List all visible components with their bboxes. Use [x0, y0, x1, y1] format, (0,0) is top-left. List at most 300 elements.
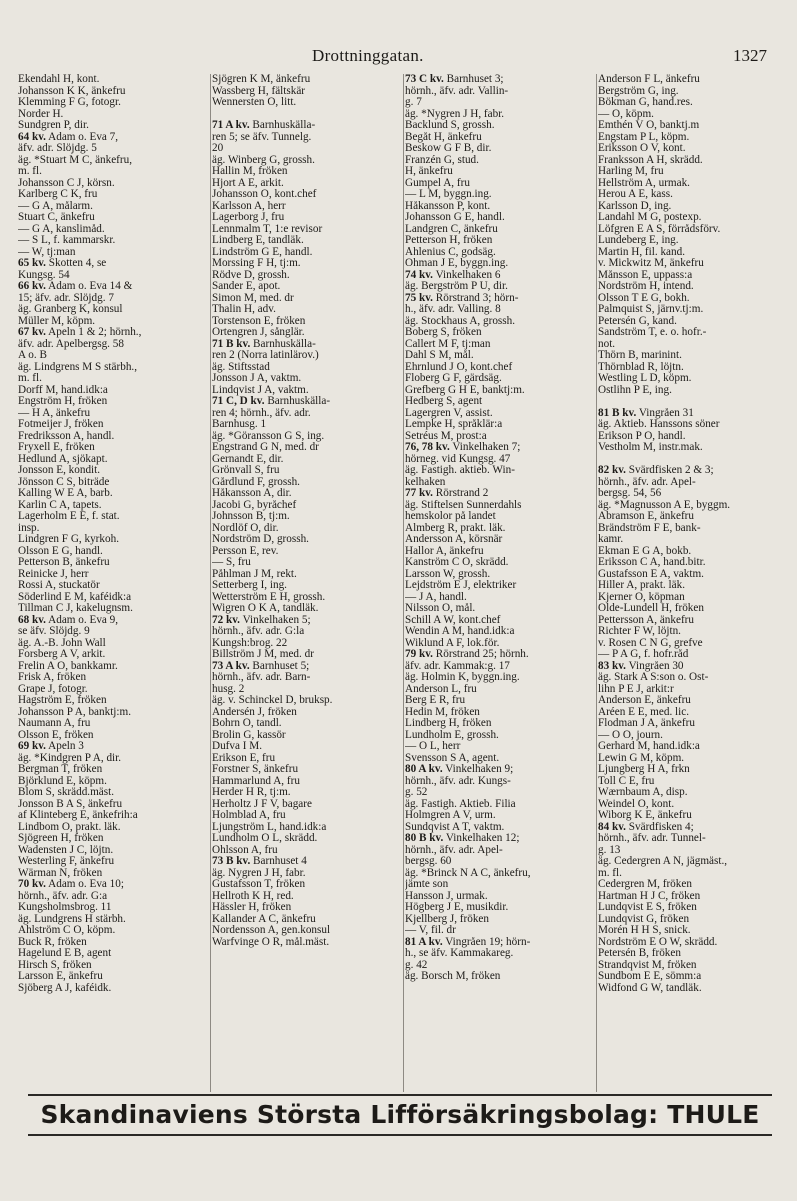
directory-entry: Lejdström E J, elektriker [405, 580, 517, 591]
directory-entry: 65 kv. Skotten 4, se [18, 258, 107, 269]
directory-entry: Wadensten J C, löjtn. [18, 844, 114, 856]
directory-entry: äg. A.-B. John Wall [18, 637, 106, 649]
directory-entry: Sjögren K M, änkefru [212, 74, 311, 85]
ad-border-bottom [28, 1134, 772, 1136]
directory-entry: 20 [212, 143, 224, 154]
directory-entry: Gårdlund F, grossh. [212, 476, 300, 488]
directory-entry: Billström J M, med. dr [212, 649, 314, 660]
directory-entry: Olsson T E G, bokh. [598, 292, 690, 304]
directory-entry: 74 kv. Vinkelhaken 6 [405, 269, 501, 281]
directory-entry: Brändström F E, bank- [598, 522, 701, 534]
directory-entry: Sjöberg A J, kaféidk. [18, 982, 112, 994]
directory-entry: Ekman E G A, bokb. [598, 545, 692, 557]
directory-entry: hörneg. vid Kungsg. 47 [405, 453, 511, 465]
directory-entry: Wigren O K A, tandläk. [212, 603, 319, 614]
directory-entry: Lagerborg J, fru [212, 212, 285, 223]
directory-entry: Dufva I M. [212, 741, 263, 752]
directory-entry: Olsson E G, handl. [18, 545, 103, 557]
directory-entry: Karlsson D, ing. [598, 200, 672, 212]
directory-entry: Hansson J, urmak. [405, 890, 488, 902]
directory-entry: — G A, målarm. [18, 200, 93, 212]
directory-entry: Jonsson J A, vaktm. [212, 373, 302, 384]
directory-entry: Anderson F L, änkefru [598, 74, 700, 85]
page-header [0, 46, 797, 68]
directory-entry: 71 C, D kv. Barnhuskälla- [212, 396, 331, 407]
directory-entry: äg. Fastigh. aktieb. Win- [405, 465, 515, 476]
directory-entry: Reinicke J, herr [18, 568, 89, 580]
directory-entry: Lundqvist E S, fröken [598, 902, 697, 913]
directory-entry: 80 A kv. Vinkelhaken 9; [405, 764, 514, 775]
directory-entry: not. [598, 338, 616, 350]
directory-entry: Fredriksson A, handl. [18, 430, 115, 442]
directory-entry: äg. Stockhaus A, grossh. [405, 315, 516, 327]
directory-entry: Dorff M, hand.idk:a [18, 384, 108, 396]
directory-entry: Emthén V O, banktj.m [598, 120, 700, 131]
directory-entry: 72 kv. Vinkelhaken 5; [212, 614, 311, 626]
street-title: Drottninggatan. [312, 46, 424, 65]
directory-entry: Söderlind E M, kaféidk:a [18, 591, 132, 603]
directory-entry: 73 C kv. Barnhuset 3; [405, 74, 504, 85]
directory-entry: Lundqvist G, fröken [598, 913, 690, 925]
directory-entry: Sundbom E E, sömm:a [598, 971, 702, 982]
directory-entry: Holmblad A, fru [212, 810, 286, 821]
directory-entry: Hiller A, prakt. läk. [598, 580, 685, 591]
directory-entry: Ehrnlund J O, kont.chef [405, 361, 513, 373]
directory-entry: äg. Granberg K, konsul [18, 304, 123, 315]
directory-entry: Warfvinge O R, mål.mäst. [212, 936, 330, 948]
directory-entry: — O L, herr [405, 741, 461, 752]
directory-entry: Vestholm M, instr.mak. [598, 442, 703, 453]
directory-entry: 84 kv. Svärdfisken 4; [598, 821, 694, 833]
directory-column-4 [598, 74, 794, 1098]
directory-entry: kelhaken [405, 476, 446, 488]
directory-entry: Olde-Lundell H, fröken [598, 603, 704, 614]
directory-entry: Gerhard M, hand.idk:a [598, 741, 700, 752]
directory-entry: Franzén G, stud. [405, 154, 479, 166]
directory-entry: Nordström E O W, skrädd. [598, 936, 718, 948]
directory-entry: — P A G, f. hofr.råd [598, 649, 689, 660]
directory-entry: Löfgren E A S, förrådsförv. [598, 223, 721, 235]
directory-entry: 81 A kv. Vingråen 19; hörn- [405, 936, 531, 948]
column-divider [403, 74, 404, 1092]
directory-entry: Larsson E, änkefru [18, 971, 103, 982]
directory-entry: Herou A E, kass. [598, 189, 673, 200]
directory-entry: A o. B [18, 350, 47, 361]
directory-column-2 [212, 74, 402, 1098]
directory-entry: Richter F W, löjtn. [598, 626, 681, 637]
directory-entry: Johansson P A, banktj:m. [18, 706, 132, 718]
directory-entry: Anderson L, fru [405, 683, 477, 695]
directory-entry: Hedlund A, sjökapt. [18, 453, 108, 465]
directory-entry: g. 52 [405, 787, 428, 798]
directory-entry: 70 kv. Adam o. Eva 10; [18, 879, 124, 890]
directory-entry: hörnh., äfv. adr. Vallin- [405, 85, 509, 97]
directory-entry: g. 42 [405, 959, 428, 971]
directory-entry: 68 kv. Adam o. Eva 9, [18, 614, 119, 626]
directory-entry: h., äfv. adr. Valling. 8 [405, 304, 501, 315]
directory-entry: Morssing F H, tj:m. [212, 258, 301, 269]
directory-entry: Kjerner O, köpman [598, 591, 685, 603]
directory-entry: Andersén J, fröken [212, 706, 297, 718]
directory-entry: Åhlenius C, godsäg. [405, 246, 496, 258]
directory-entry: Johansson C J, körsn. [18, 177, 115, 189]
directory-entry: Eriksson C A, hand.bitr. [598, 557, 706, 568]
directory-entry: Rossi A, stuckatör [18, 580, 100, 591]
directory-entry: Ljungberg H A, frkn [598, 764, 690, 775]
directory-entry: Lindbom O, prakt. läk. [18, 821, 121, 833]
directory-entry: Pettersson A, änkefru [598, 614, 695, 626]
directory-entry: Wennersten O, litt. [212, 97, 297, 108]
directory-entry: 82 kv. Svärdfisken 2 & 3; [598, 465, 714, 476]
directory-entry: Örtengren J, sånglär. [212, 327, 305, 338]
directory-entry: Kjellberg J, fröken [405, 913, 489, 925]
directory-entry: — J A, handl. [405, 591, 467, 603]
directory-entry: Hartman H J C, fröken [598, 890, 701, 902]
directory-entry [598, 454, 794, 466]
directory-entry: bergsg. 54, 56 [598, 488, 662, 499]
directory-entry: Palmquist S, järnv.tj:m. [598, 304, 704, 315]
directory-entry: — L M, byggn.ing. [405, 189, 492, 200]
directory-entry [598, 396, 794, 408]
directory-entry: Westling L D, köpm. [598, 373, 692, 384]
directory-entry: äg. Bergström P U, dir. [405, 281, 508, 292]
directory-entry: Karlberg C K, fru [18, 189, 98, 200]
directory-entry: Olsson E, fröken [18, 729, 94, 741]
directory-entry: Brolin G, kassör [212, 729, 286, 741]
directory-entry: Martin H, fil. kand. [598, 246, 685, 258]
directory-entry: Andersson A, körsnär [405, 534, 503, 545]
directory-entry: — H A, änkefru [18, 407, 91, 419]
directory-entry: 80 B kv. Vinkelhaken 12; [405, 833, 520, 844]
directory-entry: Schill A W, kont.chef [405, 614, 501, 626]
directory-entry: Eriksson O V, kont. [598, 143, 686, 154]
directory-entry: Westerling F, änkefru [18, 856, 115, 867]
directory-entry: Holmgren A V, urm. [405, 810, 496, 821]
directory-entry: Grape J, fotogr. [18, 683, 88, 695]
directory-entry: — S L, f. kammarskr. [18, 235, 116, 246]
directory-entry: ren 4; hörnh., äfv. adr. [212, 407, 311, 419]
directory-entry: Hellroth K H, red. [212, 890, 294, 902]
directory-entry: äg. *Stuart M C, änkefru, [18, 154, 133, 166]
directory-entry: Jacobi G, byråchef [212, 499, 297, 511]
directory-entry: Jonsson B A S, änkefru [18, 798, 123, 810]
directory-entry: hörnh., äfv. adr. Barn- [212, 672, 311, 683]
directory-entry: Anderson E, änkefru [598, 695, 691, 706]
directory-entry: Strandqvist M, fröken [598, 959, 697, 971]
directory-entry: kamr. [598, 534, 624, 545]
directory-entry: Weindel O, kont. [598, 798, 675, 810]
directory-entry: Forsberg A V, arkit. [18, 649, 106, 660]
directory-entry: Gustafsson E A, vaktm. [598, 568, 704, 580]
directory-entry: Sundgren P, dir. [18, 120, 89, 131]
directory-entry: 73 B kv. Barnhuset 4 [212, 856, 307, 867]
directory-entry: Wärman N, fröken [18, 867, 103, 879]
directory-entry: Hedin M, fröken [405, 706, 480, 718]
directory-entry: Nilsson O, mål. [405, 603, 476, 614]
directory-entry: Svensson S A, agent. [405, 752, 500, 764]
directory-entry: Lagerholm E E, f. stat. [18, 511, 120, 522]
directory-entry: Karlin C A, tapets. [18, 499, 102, 511]
directory-entry: Thörnblad R, löjtn. [598, 361, 684, 373]
directory-entry: Toll C E, fru [598, 775, 655, 787]
directory-entry: Hammarlund A, fru [212, 775, 300, 787]
directory-entry: Nordström D, grossh. [212, 534, 309, 545]
directory-entry: äg. *Kindgren P A, dir. [18, 752, 122, 764]
directory-entry: Sjögreen H, fröken [18, 833, 104, 844]
directory-entry: äg. *Nygren J H, fabr. [405, 108, 505, 120]
directory-entry: Setterberg I, ing. [212, 580, 287, 591]
directory-entry: 75 kv. Rörstrand 3; hörn- [405, 292, 519, 304]
directory-entry: Landgren C, änkefru [405, 223, 498, 235]
directory-entry: Tillman C J, kakelugnsm. [18, 603, 133, 614]
directory-entry: Grönvall S, fru [212, 465, 280, 476]
directory-entry: Högberg J E, musikdir. [405, 902, 509, 913]
directory-entry: äg. Holmin K, byggn.ing. [405, 672, 520, 683]
directory-entry: Ljungström L, hand.idk:a [212, 821, 327, 833]
directory-entry: m. fl. [18, 166, 42, 177]
directory-entry: — W, tj:man [18, 246, 76, 258]
directory-entry: äg. *Göransson G S, ing. [212, 430, 325, 442]
column-divider [596, 74, 597, 1092]
directory-entry: Morén H H S, snick. [598, 925, 691, 936]
directory-entry: Sandström T, e. o. hofr.- [598, 327, 707, 338]
directory-entry: Hallor A, änkefru [405, 545, 484, 557]
directory-entry: Simon M, med. dr [212, 292, 294, 304]
directory-entry: äg. Stiftelsen Sunnerdahls [405, 499, 522, 511]
directory-entry: äg. Borsch M, fröken [405, 971, 501, 982]
directory-entry: hemskolor på landet [405, 511, 496, 522]
directory-entry: Lennmalm T, 1:e revisor [212, 223, 323, 235]
directory-entry: äg. Lundgrens H stärbh. [18, 913, 126, 925]
directory-entry: 77 kv. Rörstrand 2 [405, 488, 489, 499]
directory-entry: Cedergren M, fröken [598, 879, 692, 890]
directory-entry: Aréen E E, med. lic. [598, 706, 690, 718]
directory-entry: äg. Nygren J H, fabr. [212, 867, 306, 879]
directory-entry: Hirsch S, fröken [18, 959, 92, 971]
directory-entry: Engström H, fröken [18, 396, 108, 407]
directory-entry: Petersén G, kand. [598, 315, 677, 327]
directory-entry: Persson E, rev. [212, 545, 279, 557]
directory-entry: Påhlman J M, rekt. [212, 568, 297, 580]
directory-entry: Lindqvist J A, vaktm. [212, 384, 309, 396]
directory-entry: äg. *Brinck N A C, änkefru, [405, 867, 531, 879]
directory-entry: Dahl S M, mål. [405, 350, 474, 361]
directory-entry: 71 A kv. Barnhuskälla- [212, 120, 316, 131]
directory-entry: insp. [18, 522, 40, 534]
page-number: 1327 [733, 46, 767, 65]
directory-entry: 73 A kv. Barnhuset 5; [212, 660, 310, 672]
directory-entry: Karlsson A, herr [212, 200, 286, 212]
directory-entry: Johansson K K, änkefru [18, 85, 126, 97]
directory-entry: hörnh., äfv. adr. G:a [18, 890, 108, 902]
directory-entry: äfv. adr. Slöjdg. 5 [18, 143, 97, 154]
directory-entry: — O, köpm. [598, 108, 654, 120]
directory-entry: Fotmeijer J, fröken [18, 419, 104, 430]
directory-entry: Hellström A, urmak. [598, 177, 690, 189]
directory-entry: Sander E, apot. [212, 281, 281, 292]
directory-entry: Grefberg G H E, banktj:m. [405, 384, 525, 396]
directory-entry: Backlund S, grossh. [405, 120, 495, 131]
directory-entry: ren 2 (Norra latinlärov.) [212, 350, 319, 361]
directory-entry: äg. Stark A S:son o. Öst- [598, 672, 709, 683]
directory-entry: Thalin H, adv. [212, 304, 276, 315]
directory-entry: Öhman J E, byggn.ing. [405, 258, 509, 269]
directory-entry: Månsson E, uppass:a [598, 269, 693, 281]
directory-entry: — V, fil. dr [405, 925, 456, 936]
directory-entry: Ahlström C O, köpm. [18, 925, 116, 936]
directory-entry: äfv. adr. Kammak:g. 17 [405, 660, 510, 672]
directory-entry: Wetterström E H, grossh. [212, 591, 326, 603]
directory-entry: Engstam P L, köpm. [598, 131, 690, 143]
directory-entry: Flodman J A, änkefru [598, 718, 695, 729]
directory-entry: Stuart C, änkefru [18, 212, 95, 223]
directory-entry: Buck R, fröken [18, 936, 87, 948]
directory-entry: Wiklund A F, lok.för. [405, 637, 500, 649]
directory-entry: Fryxell E, fröken [18, 442, 95, 453]
directory-entry: Bökman G, hand.res. [598, 97, 693, 108]
directory-entry: H, änkefru [405, 166, 453, 177]
directory-entry: hörnh., äfv. adr. Apel- [598, 476, 696, 488]
directory-entry: Sundqvist A T, vaktm. [405, 821, 505, 833]
directory-entry: äg. Fastigh. Aktieb. Filia [405, 798, 516, 810]
directory-entry: m. fl. [598, 867, 622, 879]
directory-entry: 76, 78 kv. Vinkelhaken 7; [405, 442, 521, 453]
directory-entry: Hagelund E B, agent [18, 948, 112, 959]
directory-entry: Kalling W E A, barb. [18, 488, 113, 499]
directory-entry: Floberg G F, gärdsäg. [405, 373, 502, 384]
directory-entry: Wassberg H, fältskär [212, 85, 306, 97]
directory-entry: se äfv. Slöjdg. 9 [18, 626, 90, 637]
directory-entry: 64 kv. Adam o. Eva 7, [18, 131, 119, 143]
directory-entry: Petterson B, änkefru [18, 557, 110, 568]
directory-entry: Johansson O, kont.chef [212, 189, 317, 200]
directory-entry: husg. 2 [212, 683, 245, 695]
directory-entry: Wiborg K E, änkefru [598, 810, 692, 821]
directory-entry: Lindberg E, tandläk. [212, 235, 304, 246]
directory-entry: Lindgren F G, kyrkoh. [18, 534, 119, 545]
directory-entry: Widfond G W, tandläk. [598, 982, 702, 994]
directory-entry: äg. Aktieb. Hanssons söner [598, 419, 720, 430]
directory-entry: Gernandt E, dir. [212, 453, 284, 465]
directory-entry: Kungsg. 54 [18, 269, 70, 281]
directory-entry: Norder H. [18, 108, 64, 120]
directory-entry: Almberg R, prakt. läk. [405, 522, 506, 534]
directory-entry: Herder H R, tj:m. [212, 787, 291, 798]
directory-entry: — S, fru [212, 557, 251, 568]
directory-entry: hörnh., äfv. adr. Tunnel- [598, 833, 706, 844]
directory-entry: Frisk A, fröken [18, 672, 87, 683]
directory-entry: 15; äfv. adr. Slöjdg. 7 [18, 292, 114, 304]
directory-entry: 83 kv. Vingråen 30 [598, 660, 684, 672]
directory-entry: Beskow G F B, dir. [405, 143, 492, 154]
directory-entry: Bohrn O, tandl. [212, 718, 282, 729]
directory-entry: ren 5; se äfv. Tunnelg. [212, 131, 312, 143]
directory-column-3 [405, 74, 595, 1098]
directory-entry: Lewin G M, köpm. [598, 752, 685, 764]
directory-entry: 67 kv. Apeln 1 & 2; hörnh., [18, 327, 142, 338]
directory-entry: Gumpel A, fru [405, 177, 470, 189]
directory-entry: Nordström H, intend. [598, 281, 694, 292]
directory-entry: Bergman T, fröken [18, 764, 103, 775]
directory-entry: Håkansson A, dir. [212, 488, 292, 499]
directory-entry: Lundeberg E, ing. [598, 235, 679, 246]
directory-entry: Kungsholmsbrog. 11 [18, 902, 112, 913]
directory-entry: Petersén B, fröken [598, 948, 681, 959]
directory-entry: Frelin A O, bankkamr. [18, 660, 118, 672]
directory-entry: Klemming F G, fotogr. [18, 97, 121, 108]
directory-entry: Östlihn P E, ing. [598, 384, 672, 396]
directory-entry [212, 109, 402, 121]
directory-entry: Landahl M G, postexp. [598, 212, 702, 223]
directory-entry: Abramson E, änkefru [598, 511, 694, 522]
directory-entry: Rödve D, grossh. [212, 269, 290, 281]
directory-entry: Ekendahl H, kont. [18, 74, 100, 85]
directory-entry: Nordlöf O, dir. [212, 522, 279, 534]
directory-entry: äg. Cedergren A N, jägmäst., [598, 856, 728, 867]
column-divider [210, 74, 211, 1092]
directory-entry: Lindberg H, fröken [405, 718, 492, 729]
directory-entry: m. fl. [18, 373, 42, 384]
directory-entry: Hedberg S, agent [405, 396, 483, 407]
directory-entry: äg. Winberg G, grossh. [212, 154, 315, 166]
directory-entry: 66 kv. Adam o. Eva 14 & [18, 281, 133, 292]
directory-entry: Lundholm E, grossh. [405, 729, 499, 741]
directory-entry: Hallin M, fröken [212, 166, 288, 177]
directory-entry: Lundholm O L, skrädd. [212, 833, 318, 844]
directory-entry: Johansson G E, handl. [405, 212, 505, 223]
directory-entry: 81 B kv. Vingråen 31 [598, 407, 694, 419]
directory-entry: Lagergren V, assist. [405, 407, 493, 419]
directory-entry: Hjort A E, arkit. [212, 177, 284, 189]
directory-entry: Harling M, fru [598, 166, 664, 177]
directory-entry: Boberg S, fröken [405, 327, 482, 338]
directory-entry: hörnh., äfv. adr. G:la [212, 626, 305, 637]
directory-entry: Herholtz J F V, bagare [212, 798, 312, 810]
directory-column-1 [18, 74, 210, 1098]
directory-entry: Petterson H, fröken [405, 235, 493, 246]
directory-entry: hörnh., äfv. adr. Kungs- [405, 775, 511, 787]
directory-entry: Begåt H, änkefru [405, 131, 482, 143]
directory-entry: g. 13 [598, 844, 621, 856]
directory-entry: Franksson A H, skrädd. [598, 154, 703, 166]
directory-entry: hörnh., äfv. adr. Apel- [405, 844, 503, 856]
directory-entry: Johnsson B, tj:m. [212, 511, 290, 522]
directory-entry: Håkansson P, kont. [405, 200, 491, 212]
directory-entry: Müller M, köpm. [18, 315, 96, 327]
directory-entry: Naumann A, fru [18, 718, 91, 729]
directory-entry: Hagström E, fröken [18, 695, 107, 706]
directory-entry: Thörn B, marinint. [598, 350, 682, 361]
directory-entry: Hässler H, fröken [212, 902, 292, 913]
directory-entry: Erikson E, fru [212, 752, 276, 764]
directory-entry: Jonsson E, kondit. [18, 465, 101, 476]
directory-entry: 71 B kv. Barnhuskälla- [212, 338, 316, 350]
directory-entry: bergsg. 60 [405, 856, 452, 867]
directory-entry: Jönsson C S, biträde [18, 476, 110, 488]
directory-entry: Wærnbaum A, disp. [598, 787, 688, 798]
directory-entry: äfv. adr. Apelbergsg. 58 [18, 338, 124, 350]
directory-entry: Torstenson E, fröken [212, 315, 306, 327]
directory-entry: Ohlsson A, fru [212, 844, 278, 856]
directory-entry: äg. *Magnusson A E, byggm. [598, 499, 731, 511]
directory-entry: v. Rosen C N G, grefve [598, 637, 703, 649]
directory-entry: Kallander A C, änkefru [212, 913, 316, 925]
directory-entry: Wendin A M, hand.idk:a [405, 626, 515, 637]
directory-entry: Callert M F, tj:man [405, 338, 491, 350]
directory-entry: Nordensson A, gen.konsul [212, 925, 331, 936]
directory-entry: Setréus M, prost:a [405, 430, 487, 442]
directory-entry: Blom S, skrädd.mäst. [18, 787, 115, 798]
